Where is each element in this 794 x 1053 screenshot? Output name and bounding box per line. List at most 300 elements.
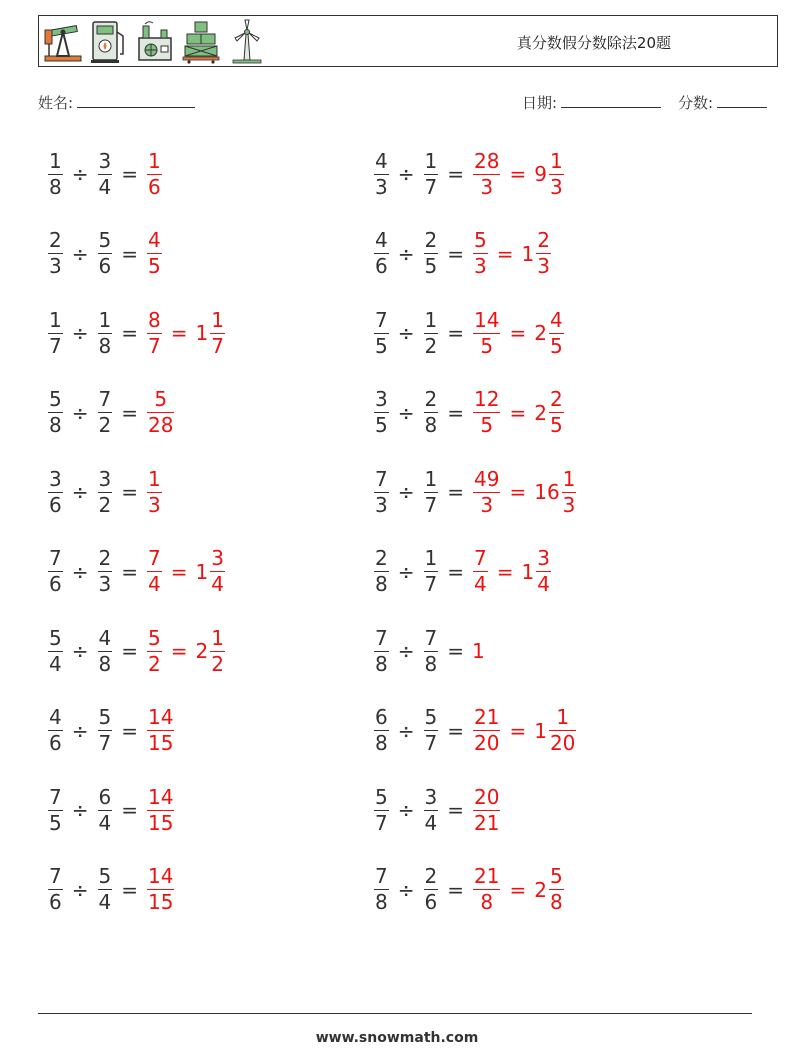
date-label: 日期: (522, 94, 558, 112)
problem-item (46, 537, 227, 607)
answer-fraction-numerator: 5 (148, 625, 161, 650)
dividend-fraction-denominator: 7 (375, 810, 388, 835)
divisor-fraction-numerator: 3 (98, 148, 112, 173)
mixed-fraction-part (549, 149, 564, 200)
divide-sign: ÷ (71, 718, 89, 743)
equals-sign: = (447, 798, 464, 822)
dividend-fraction (48, 467, 63, 518)
dividend-fraction-denominator: 3 (375, 174, 388, 199)
equals-sign: = (447, 718, 464, 743)
answer-equals-sign: = (496, 241, 514, 266)
divisor-fraction-numerator: 1 (98, 307, 112, 332)
answer-fraction-numerator: 5 (474, 228, 487, 252)
divisor-fraction-numerator: 7 (424, 625, 438, 650)
answer-fraction-denominator: 15 (148, 731, 174, 755)
dividend-fraction (374, 308, 389, 359)
footer-url: www.snowmath.com (315, 1030, 479, 1046)
dividend-fraction-numerator: 7 (375, 625, 388, 650)
problem-item (372, 457, 578, 527)
equals-sign: = (121, 321, 138, 345)
divide-sign: ÷ (397, 400, 415, 425)
mixed-numerator: 4 (549, 307, 563, 332)
dividend-fraction-numerator: 1 (49, 148, 62, 173)
dividend-fraction-numerator: 6 (375, 705, 388, 729)
answer-fraction (473, 546, 488, 597)
dividend-fraction (374, 705, 389, 756)
dividend-fraction (374, 864, 389, 915)
answer-fraction (147, 149, 162, 200)
mixed-denominator: 3 (562, 492, 576, 517)
date-blank-line[interactable] (561, 93, 661, 108)
dividend-fraction-numerator: 7 (49, 784, 62, 809)
dividend-fraction (374, 149, 389, 200)
mixed-whole-part: 2 (534, 877, 547, 902)
problem-item (372, 855, 566, 925)
header-box (38, 15, 778, 67)
divisor-fraction (98, 546, 113, 597)
dividend-fraction (374, 387, 389, 438)
answer-fraction-denominator: 4 (148, 572, 161, 596)
mixed-fraction-part (549, 705, 576, 756)
mixed-numerator: 5 (549, 864, 563, 888)
answer-fraction (473, 149, 500, 200)
answer-fraction (473, 864, 500, 915)
fuel-pump-icon (89, 18, 129, 64)
divide-sign: ÷ (71, 559, 89, 584)
dividend-fraction-denominator: 6 (49, 572, 62, 596)
divisor-fraction-numerator: 7 (98, 387, 112, 411)
name-field[interactable] (38, 92, 195, 113)
dividend-fraction-denominator: 3 (49, 254, 62, 278)
dividend-fraction-denominator: 5 (49, 810, 62, 835)
mixed-whole-part: 2 (534, 321, 547, 345)
cargo-crates-icon (181, 18, 221, 64)
dividend-fraction-numerator: 5 (49, 625, 62, 650)
mixed-fraction-part (536, 546, 551, 597)
mixed-whole-part: 1 (195, 321, 209, 345)
answer-equals-sign: = (170, 639, 188, 663)
dividend-fraction-denominator: 6 (49, 492, 62, 517)
divisor-fraction-denominator: 2 (424, 333, 438, 358)
divisor-fraction-denominator: 8 (98, 651, 112, 676)
mixed-fraction-part (549, 308, 564, 359)
divide-sign: ÷ (397, 241, 415, 266)
divide-sign: ÷ (397, 798, 415, 822)
problem-item (46, 457, 164, 527)
mixed-fraction-part (549, 387, 564, 438)
divisor-fraction (424, 308, 439, 359)
answer-fraction (147, 626, 162, 677)
equals-sign: = (121, 798, 138, 822)
answer-equals-sign: = (509, 877, 527, 902)
answer-fraction-denominator: 20 (474, 731, 500, 755)
divisor-fraction-denominator: 8 (424, 413, 438, 437)
answer-fraction-denominator: 3 (148, 492, 161, 517)
divisor-fraction-denominator: 7 (98, 731, 112, 755)
divisor-fraction-numerator: 6 (98, 784, 112, 809)
dividend-fraction-denominator: 8 (375, 731, 388, 755)
answer-fraction-denominator: 3 (480, 492, 494, 517)
answer-fraction-numerator: 14 (148, 864, 174, 888)
dividend-fraction (48, 785, 63, 836)
mixed-fraction-part (536, 228, 551, 279)
dividend-fraction-numerator: 5 (375, 784, 388, 809)
equals-sign: = (121, 400, 138, 425)
mixed-numerator: 3 (537, 546, 550, 570)
mixed-denominator: 3 (537, 254, 550, 278)
divisor-fraction-denominator: 4 (98, 810, 112, 835)
divisor-fraction-denominator: 7 (424, 174, 438, 199)
answer-whole-number: 1 (472, 639, 485, 663)
answer-fraction (147, 308, 162, 359)
divide-sign: ÷ (71, 877, 89, 902)
mixed-whole-part: 2 (195, 639, 209, 663)
mixed-numerator: 1 (211, 307, 224, 332)
equals-sign: = (447, 877, 464, 902)
divisor-fraction (98, 387, 113, 438)
problem-item (46, 775, 176, 845)
dividend-fraction-denominator: 6 (375, 254, 388, 278)
answer-fraction-numerator: 21 (474, 864, 500, 888)
answer-fraction-numerator: 5 (154, 387, 168, 411)
answer-fraction (473, 387, 500, 438)
mixed-numerator: 1 (556, 705, 570, 729)
mixed-whole-part: 1 (521, 559, 535, 584)
answer-fraction-numerator: 1 (148, 148, 161, 173)
divide-sign: ÷ (71, 321, 89, 345)
divisor-fraction-numerator: 5 (98, 228, 112, 252)
problem-item (372, 139, 566, 209)
dividend-fraction-denominator: 5 (375, 333, 388, 358)
dividend-fraction-denominator: 3 (375, 492, 388, 517)
score-field[interactable] (678, 92, 767, 113)
dividend-fraction (48, 387, 63, 438)
answer-equals-sign: = (509, 480, 527, 504)
divisor-fraction-numerator: 2 (424, 387, 438, 411)
mixed-denominator: 5 (549, 413, 563, 437)
wind-turbine-icon (227, 18, 267, 64)
divisor-fraction (424, 785, 439, 836)
answer-fraction-denominator: 3 (480, 174, 494, 199)
answer-fraction-numerator: 8 (148, 307, 161, 332)
divide-sign: ÷ (71, 798, 89, 822)
answer-fraction (147, 546, 162, 597)
dividend-fraction-numerator: 2 (49, 228, 62, 252)
answer-fraction-denominator: 15 (148, 810, 174, 835)
problem-item (46, 616, 227, 686)
oil-pump-icon (43, 18, 83, 64)
mixed-whole-part: 1 (521, 241, 535, 266)
mixed-numerator: 3 (211, 546, 224, 570)
divisor-fraction (98, 467, 113, 518)
problem-item (46, 378, 176, 448)
answer-fraction-denominator: 6 (148, 174, 161, 199)
dividend-fraction (48, 546, 63, 597)
answer-equals-sign: = (170, 559, 188, 584)
dividend-fraction-numerator: 7 (375, 307, 388, 332)
mixed-numerator: 2 (537, 228, 550, 252)
equals-sign: = (447, 400, 464, 425)
mixed-denominator: 8 (549, 890, 563, 914)
dividend-fraction-denominator: 8 (49, 174, 62, 199)
answer-fraction-numerator: 7 (148, 546, 161, 570)
problem-item (46, 139, 164, 209)
divisor-fraction (424, 705, 439, 756)
divisor-fraction-numerator: 2 (424, 864, 438, 888)
equals-sign: = (121, 480, 138, 504)
problem-item (372, 537, 553, 607)
score-label: 分数: (678, 94, 714, 112)
answer-fraction-denominator: 4 (474, 572, 487, 596)
answer-fraction-numerator: 12 (474, 387, 500, 411)
dividend-fraction-numerator: 4 (375, 148, 388, 173)
divisor-fraction-denominator: 6 (98, 254, 112, 278)
answer-fraction-denominator: 28 (148, 413, 174, 437)
answer-fraction (473, 785, 500, 836)
divisor-fraction (98, 308, 113, 359)
answer-fraction (147, 785, 174, 836)
dividend-fraction-numerator: 7 (375, 466, 388, 491)
divisor-fraction-denominator: 4 (98, 174, 112, 199)
divisor-fraction-denominator: 5 (424, 254, 438, 278)
divisor-fraction (98, 785, 113, 836)
dividend-fraction (374, 546, 389, 597)
divisor-fraction-numerator: 5 (424, 705, 438, 729)
divide-sign: ÷ (397, 321, 415, 345)
answer-fraction-denominator: 5 (480, 333, 494, 358)
divisor-fraction (424, 864, 439, 915)
dividend-fraction (48, 864, 63, 915)
problem-item (46, 219, 164, 289)
answer-fraction-denominator: 3 (474, 254, 487, 278)
mixed-whole-part: 16 (534, 480, 560, 504)
divide-sign: ÷ (397, 162, 415, 186)
answer-fraction (473, 467, 500, 518)
answer-fraction (147, 705, 174, 756)
dividend-fraction (374, 626, 389, 677)
equals-sign: = (447, 639, 464, 663)
dividend-fraction-denominator: 7 (49, 333, 62, 358)
dividend-fraction-numerator: 4 (49, 705, 62, 729)
dividend-fraction (374, 467, 389, 518)
dividend-fraction-denominator: 5 (375, 413, 388, 437)
problem-item (372, 775, 502, 845)
dividend-fraction-numerator: 4 (375, 228, 388, 252)
divisor-fraction-denominator: 8 (98, 333, 112, 358)
divisor-fraction-denominator: 6 (424, 890, 438, 914)
divisor-fraction-numerator: 5 (98, 705, 112, 729)
dividend-fraction (48, 149, 63, 200)
answer-equals-sign: = (170, 321, 188, 345)
divisor-fraction (424, 228, 439, 279)
answer-fraction-denominator: 5 (148, 254, 161, 278)
answer-fraction (147, 387, 174, 438)
divisor-fraction-numerator: 1 (424, 546, 438, 570)
divisor-fraction-numerator: 2 (424, 228, 438, 252)
answer-fraction-numerator: 14 (148, 784, 174, 809)
answer-fraction-numerator: 14 (474, 307, 500, 332)
divide-sign: ÷ (397, 480, 415, 504)
mixed-denominator: 2 (211, 651, 224, 676)
mixed-fraction-part (210, 308, 225, 359)
equals-sign: = (121, 162, 138, 186)
answer-equals-sign: = (496, 559, 514, 584)
divisor-fraction (424, 546, 439, 597)
divisor-fraction (424, 149, 439, 200)
name-blank-line[interactable] (77, 93, 195, 108)
mixed-whole-part: 1 (534, 718, 547, 743)
dividend-fraction-numerator: 3 (375, 387, 388, 411)
divisor-fraction (98, 864, 113, 915)
equals-sign: = (121, 559, 138, 584)
divide-sign: ÷ (397, 877, 415, 902)
answer-fraction (473, 705, 500, 756)
equals-sign: = (121, 639, 138, 663)
divide-sign: ÷ (397, 559, 415, 584)
worksheet-title: 真分数假分数除法20题 (516, 34, 671, 52)
dividend-fraction-numerator: 7 (49, 864, 62, 888)
dividend-fraction-denominator: 8 (375, 572, 388, 596)
divisor-fraction-denominator: 7 (424, 731, 438, 755)
answer-fraction-numerator: 28 (474, 148, 500, 173)
mixed-whole-part: 2 (534, 400, 547, 425)
dividend-fraction-numerator: 3 (49, 466, 62, 491)
problem-item (46, 696, 176, 766)
answer-equals-sign: = (509, 718, 527, 743)
divisor-fraction (98, 149, 113, 200)
divisor-fraction-denominator: 4 (424, 810, 438, 835)
dividend-fraction (374, 785, 389, 836)
divisor-fraction-denominator: 8 (424, 651, 438, 676)
divisor-fraction-denominator: 2 (98, 413, 112, 437)
problem-item (372, 378, 566, 448)
answer-fraction (473, 308, 500, 359)
answer-fraction (147, 864, 174, 915)
equals-sign: = (447, 162, 464, 186)
answer-fraction-numerator: 14 (148, 705, 174, 729)
dividend-fraction (48, 626, 63, 677)
answer-fraction-numerator: 21 (474, 705, 500, 729)
answer-fraction-denominator: 5 (480, 413, 494, 437)
divisor-fraction-denominator: 4 (98, 890, 112, 914)
problem-item (372, 298, 566, 368)
divisor-fraction-numerator: 3 (424, 784, 438, 809)
equals-sign: = (447, 241, 464, 266)
dividend-fraction-denominator: 4 (49, 651, 62, 676)
factory-icon (135, 18, 175, 64)
divisor-fraction (424, 626, 439, 677)
answer-equals-sign: = (509, 321, 527, 345)
answer-fraction (147, 467, 162, 518)
answer-fraction-numerator: 1 (148, 466, 161, 491)
answer-fraction-denominator: 2 (148, 651, 161, 676)
dividend-fraction-numerator: 7 (49, 546, 62, 570)
mixed-fraction-part (210, 546, 225, 597)
dividend-fraction (48, 308, 63, 359)
divisor-fraction-numerator: 1 (424, 148, 438, 173)
dividend-fraction (374, 228, 389, 279)
divisor-fraction-denominator: 7 (424, 492, 438, 517)
dividend-fraction-numerator: 7 (375, 864, 388, 888)
divisor-fraction-numerator: 1 (424, 466, 438, 491)
dividend-fraction-numerator: 1 (49, 307, 62, 332)
mixed-numerator: 1 (549, 148, 563, 173)
mixed-whole-part: 9 (534, 162, 547, 186)
mixed-denominator: 4 (537, 572, 550, 596)
equals-sign: = (447, 480, 464, 504)
mixed-denominator: 4 (211, 572, 224, 596)
mixed-denominator: 20 (549, 731, 576, 755)
problem-item (46, 855, 176, 925)
mixed-denominator: 7 (211, 333, 224, 358)
answer-fraction-numerator: 20 (474, 784, 500, 809)
mixed-fraction-part (549, 864, 564, 915)
name-label: 姓名: (38, 94, 74, 112)
divisor-fraction (98, 705, 113, 756)
divisor-fraction-numerator: 2 (98, 546, 112, 570)
dividend-fraction-denominator: 6 (49, 731, 62, 755)
divide-sign: ÷ (397, 639, 415, 663)
answer-fraction (147, 228, 162, 279)
divisor-fraction (98, 626, 113, 677)
divisor-fraction-numerator: 1 (424, 307, 438, 332)
dividend-fraction (48, 705, 63, 756)
divisor-fraction-numerator: 3 (98, 466, 112, 491)
divisor-fraction-numerator: 5 (98, 864, 112, 888)
dividend-fraction (48, 228, 63, 279)
dividend-fraction-numerator: 2 (375, 546, 388, 570)
mixed-denominator: 5 (549, 333, 563, 358)
answer-equals-sign: = (509, 400, 527, 425)
mixed-numerator: 1 (562, 466, 576, 491)
mixed-fraction-part (562, 467, 577, 518)
answer-fraction-numerator: 7 (474, 546, 487, 570)
divide-sign: ÷ (397, 718, 415, 743)
equals-sign: = (447, 559, 464, 584)
date-field[interactable] (522, 92, 661, 113)
mixed-numerator: 2 (549, 387, 563, 411)
divisor-fraction-denominator: 2 (98, 492, 112, 517)
footer-divider (38, 1013, 752, 1014)
divisor-fraction (98, 228, 113, 279)
divide-sign: ÷ (71, 241, 89, 266)
dividend-fraction-denominator: 8 (375, 890, 388, 914)
equals-sign: = (121, 241, 138, 266)
problem-item (372, 696, 578, 766)
dividend-fraction-numerator: 5 (49, 387, 62, 411)
mixed-whole-part: 1 (195, 559, 209, 584)
problem-item (372, 616, 485, 686)
equals-sign: = (447, 321, 464, 345)
divisor-fraction-denominator: 7 (424, 572, 438, 596)
divide-sign: ÷ (71, 400, 89, 425)
mixed-fraction-part (210, 626, 225, 677)
answer-fraction-denominator: 8 (480, 890, 494, 914)
problem-item (46, 298, 227, 368)
score-blank-line[interactable] (717, 93, 767, 108)
answer-fraction-denominator: 7 (148, 333, 161, 358)
mixed-denominator: 3 (549, 174, 563, 199)
dividend-fraction-denominator: 8 (375, 651, 388, 676)
divide-sign: ÷ (71, 639, 89, 663)
answer-fraction-denominator: 15 (148, 890, 174, 914)
divide-sign: ÷ (71, 480, 89, 504)
equals-sign: = (121, 877, 138, 902)
mixed-numerator: 1 (211, 625, 224, 650)
answer-fraction (473, 228, 488, 279)
equals-sign: = (121, 718, 138, 743)
divide-sign: ÷ (71, 162, 89, 186)
